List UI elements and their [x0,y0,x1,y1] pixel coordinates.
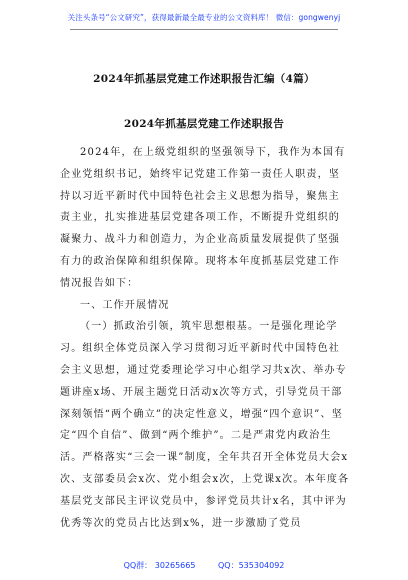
section-title: 2024年抓基层党建工作述职报告 [123,118,285,130]
footer-qq-group: QQ群： 30265665 [123,561,196,570]
footer-qq: QQ：535304092 [218,561,285,570]
header-promo-note: 关注头条号“公文研究”，获得最新最全最专业的公文资料库！ 微信：gongwenyj [67,13,341,22]
header-divider [70,29,338,30]
body-paragraph: （一）抓政治引领，筑牢思想根基。一是强化理论学习。组织全体党员深入学习贯彻习近平新时代中国特色社会主义思想，通过党委理论学习中心组学习共x次、举办专题讲座x场、开展主题党日活动x次等方式，引导党员干部深刻领悟“两个确立”的决定性意义，增强“四个意识”、坚定“四个自信”、做到“两个维护”。二是严肃党内政治生活。严格落实“三会一课”制度，全年共召开全体党员大会x次、支部委员会x次、党小组会x次，上党课x次。本年度各基层党支部民主评议党员中，参评党员共计x名，其中评为优秀等次的党员占比达到x%，进一步激励了党员 [60,321,350,529]
footer-contact [0,560,408,571]
body-paragraph: 2024年，在上级党组织的坚强领导下，我作为本国有企业党组织书记，始终牢记党建工作第一责任人职责，坚持以习近平新时代中国特色社会主义思想为指导，聚焦主责主业，扎实推进基层党建各项工作，不断提升党组织的凝聚力、战斗力和创造力，为企业高质量发展提供了坚强有力的政治保障和组织保障。现将本年度抓基层党建工作情况报告如下： [60,147,346,289]
section-heading: 一、工作开展情况 [80,299,170,311]
document-title: 2024年抓基层党建工作述职报告汇编（4篇） [93,73,315,85]
document-body [60,142,350,534]
